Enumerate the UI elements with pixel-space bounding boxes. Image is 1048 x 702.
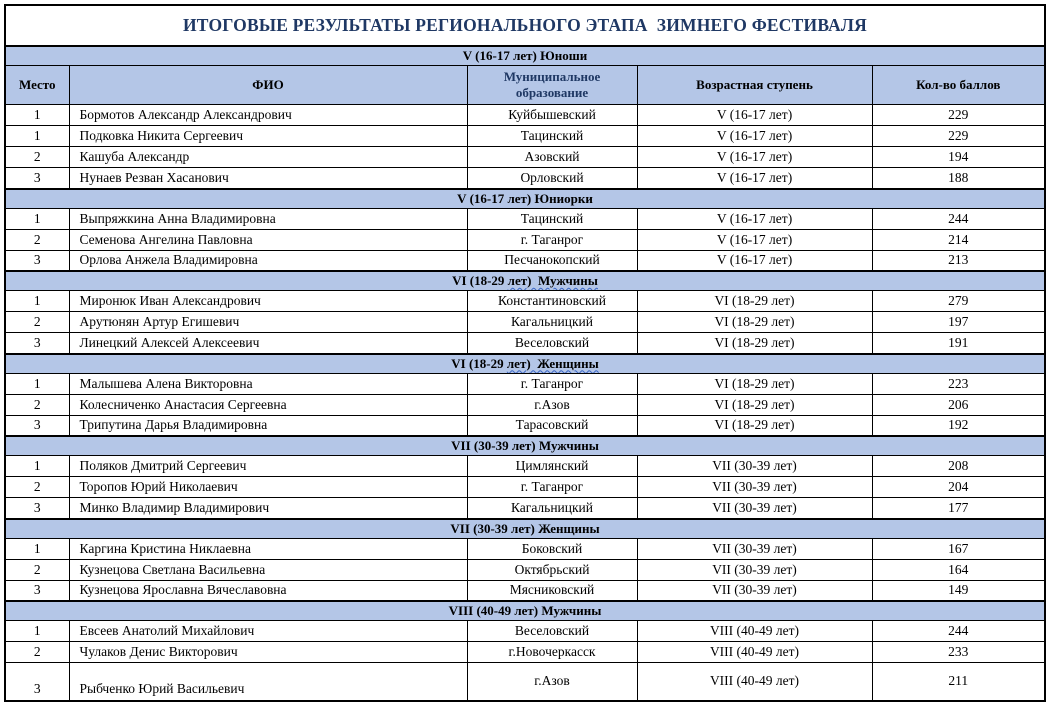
column-header-municipality: Муниципальное образование — [467, 66, 637, 105]
points-cell: 191 — [872, 333, 1045, 354]
points-cell: 188 — [872, 168, 1045, 189]
municipality-cell: Кагальницкий — [467, 498, 637, 519]
municipality-cell: г. Таганрог — [467, 229, 637, 250]
name-cell: Кузнецова Ярославна Вячеславовна — [69, 580, 467, 601]
name-cell: Бормотов Александр Александрович — [69, 105, 467, 126]
municipality-cell: Кагальницкий — [467, 312, 637, 333]
place-cell: 3 — [5, 663, 69, 701]
section-band-row — [5, 271, 1045, 291]
place-cell: 2 — [5, 229, 69, 250]
column-header-row — [5, 66, 1045, 105]
section-title: VI (18-29 лет) Мужчины — [452, 273, 598, 288]
section-title: VIII (40-49 лет) Мужчины — [448, 603, 602, 618]
section-band-row — [5, 436, 1045, 456]
place-cell: 2 — [5, 559, 69, 580]
name-cell: Миронюк Иван Александрович — [69, 291, 467, 312]
municipality-cell: Тарасовский — [467, 415, 637, 436]
municipality-cell: г.Азов — [467, 663, 637, 701]
table-row — [5, 580, 1045, 601]
age-group-cell: VII (30-39 лет) — [637, 538, 872, 559]
section-title: VII (30-39 лет) Мужчины — [451, 438, 599, 453]
table-row — [5, 105, 1045, 126]
points-cell: 244 — [872, 208, 1045, 229]
table-row — [5, 250, 1045, 271]
points-cell: 223 — [872, 373, 1045, 394]
table-row — [5, 333, 1045, 354]
name-cell: Трипутина Дарья Владимировна — [69, 415, 467, 436]
section-header-cell — [5, 519, 1045, 539]
place-cell: 3 — [5, 415, 69, 436]
name-cell: Минко Владимир Владимирович — [69, 498, 467, 519]
age-group-cell: V (16-17 лет) — [637, 208, 872, 229]
place-cell: 3 — [5, 580, 69, 601]
municipality-cell: Орловский — [467, 168, 637, 189]
name-cell: Поляков Дмитрий Сергеевич — [69, 456, 467, 477]
table-row — [5, 498, 1045, 519]
page-title: ИТОГОВЫЕ РЕЗУЛЬТАТЫ РЕГИОНАЛЬНОГО ЭТАПА ЗИМНЕГО ФЕСТИВАЛЯ — [182, 15, 868, 35]
points-cell: 244 — [872, 621, 1045, 642]
spellcheck-squiggle-text: лет) Мужчины — [507, 273, 598, 288]
results-table — [4, 4, 1046, 702]
points-cell: 214 — [872, 229, 1045, 250]
age-group-cell: VI (18-29 лет) — [637, 291, 872, 312]
section-band-row — [5, 46, 1045, 66]
municipality-cell: Песчанокопский — [467, 250, 637, 271]
municipality-cell: Цимлянский — [467, 456, 637, 477]
age-group-cell: V (16-17 лет) — [637, 126, 872, 147]
section-title: V (16-17 лет) Юноши — [462, 48, 588, 63]
table-row — [5, 559, 1045, 580]
table-row — [5, 291, 1045, 312]
name-cell: Торопов Юрий Николаевич — [69, 477, 467, 498]
age-group-cell: VII (30-39 лет) — [637, 456, 872, 477]
points-cell: 204 — [872, 477, 1045, 498]
place-cell: 3 — [5, 333, 69, 354]
municipality-cell: г.Новочеркасск — [467, 642, 637, 663]
age-group-cell: VIII (40-49 лет) — [637, 663, 872, 701]
place-cell: 2 — [5, 394, 69, 415]
section-header-cell — [5, 189, 1045, 209]
municipality-cell: Константиновский — [467, 291, 637, 312]
table-row — [5, 621, 1045, 642]
municipality-cell: Октябрьский — [467, 559, 637, 580]
place-cell: 2 — [5, 147, 69, 168]
age-group-cell: V (16-17 лет) — [637, 168, 872, 189]
name-cell: Чулаков Денис Викторович — [69, 642, 467, 663]
place-cell: 1 — [5, 126, 69, 147]
name-cell: Кашуба Александр — [69, 147, 467, 168]
place-cell: 1 — [5, 291, 69, 312]
table-row — [5, 312, 1045, 333]
place-cell: 1 — [5, 456, 69, 477]
table-row — [5, 126, 1045, 147]
age-group-cell: VI (18-29 лет) — [637, 415, 872, 436]
municipality-cell: г. Таганрог — [467, 373, 637, 394]
municipality-cell: Мясниковский — [467, 580, 637, 601]
table-row — [5, 394, 1045, 415]
municipality-cell: Веселовский — [467, 333, 637, 354]
place-cell: 1 — [5, 538, 69, 559]
section-band-row — [5, 601, 1045, 621]
name-cell: Линецкий Алексей Алексеевич — [69, 333, 467, 354]
age-group-cell: VI (18-29 лет) — [637, 312, 872, 333]
name-cell: Колесниченко Анастасия Сергеевна — [69, 394, 467, 415]
municipality-cell: Азовский — [467, 147, 637, 168]
age-group-cell: VI (18-29 лет) — [637, 373, 872, 394]
section-header-cell — [5, 354, 1045, 374]
column-header-name: ФИО — [69, 66, 467, 105]
place-cell: 1 — [5, 208, 69, 229]
table-row — [5, 538, 1045, 559]
municipality-cell: Боковский — [467, 538, 637, 559]
municipality-cell: Куйбышевский — [467, 105, 637, 126]
points-cell: 192 — [872, 415, 1045, 436]
name-cell: Выпряжкина Анна Владимировна — [69, 208, 467, 229]
points-cell: 211 — [872, 663, 1045, 701]
name-cell: Кузнецова Светлана Васильевна — [69, 559, 467, 580]
section-band-row — [5, 189, 1045, 209]
table-row — [5, 373, 1045, 394]
title-row — [5, 5, 1045, 46]
points-cell: 149 — [872, 580, 1045, 601]
table-row — [5, 415, 1045, 436]
age-group-cell: VI (18-29 лет) — [637, 394, 872, 415]
points-cell: 164 — [872, 559, 1045, 580]
table-row — [5, 642, 1045, 663]
points-cell: 194 — [872, 147, 1045, 168]
points-cell: 229 — [872, 105, 1045, 126]
place-cell: 2 — [5, 312, 69, 333]
age-group-cell: V (16-17 лет) — [637, 105, 872, 126]
place-cell: 1 — [5, 621, 69, 642]
name-cell: Евсеев Анатолий Михайлович — [69, 621, 467, 642]
age-group-cell: V (16-17 лет) — [637, 229, 872, 250]
municipality-cell: Веселовский — [467, 621, 637, 642]
place-cell: 3 — [5, 250, 69, 271]
municipality-cell: Тацинский — [467, 126, 637, 147]
municipality-cell: г. Таганрог — [467, 477, 637, 498]
name-cell: Каргина Кристина Никлаевна — [69, 538, 467, 559]
age-group-cell: V (16-17 лет) — [637, 147, 872, 168]
age-group-cell: VII (30-39 лет) — [637, 498, 872, 519]
name-cell: Арутюнян Артур Егишевич — [69, 312, 467, 333]
points-cell: 213 — [872, 250, 1045, 271]
table-row — [5, 456, 1045, 477]
name-cell: Нунаев Резван Хасанович — [69, 168, 467, 189]
age-group-cell: VIII (40-49 лет) — [637, 642, 872, 663]
age-group-cell: VII (30-39 лет) — [637, 580, 872, 601]
section-header-cell — [5, 46, 1045, 66]
document-page — [4, 4, 1044, 702]
column-header-points: Кол-во баллов — [872, 66, 1045, 105]
section-header-cell — [5, 271, 1045, 291]
section-band-row — [5, 519, 1045, 539]
points-cell: 197 — [872, 312, 1045, 333]
section-title: VI (18-29 лет) Женщины — [451, 355, 599, 371]
age-group-cell: VII (30-39 лет) — [637, 477, 872, 498]
age-group-cell: V (16-17 лет) — [637, 250, 872, 271]
section-header-cell — [5, 601, 1045, 621]
points-cell: 208 — [872, 456, 1045, 477]
name-cell: Орлова Анжела Владимировна — [69, 250, 467, 271]
spellcheck-squiggle-text: лет) Женщины — [506, 355, 599, 371]
points-cell: 167 — [872, 538, 1045, 559]
points-cell: 229 — [872, 126, 1045, 147]
column-header-age-group: Возрастная ступень — [637, 66, 872, 105]
place-cell: 3 — [5, 498, 69, 519]
points-cell: 177 — [872, 498, 1045, 519]
place-cell: 1 — [5, 105, 69, 126]
place-cell: 1 — [5, 373, 69, 394]
place-cell: 2 — [5, 477, 69, 498]
name-cell: Подковка Никита Сергеевич — [69, 126, 467, 147]
place-cell: 3 — [5, 168, 69, 189]
section-title: VII (30-39 лет) Женщины — [450, 520, 600, 536]
section-header-cell — [5, 436, 1045, 456]
name-cell: Малышева Алена Викторовна — [69, 373, 467, 394]
table-row — [5, 208, 1045, 229]
table-row — [5, 663, 1045, 701]
table-row — [5, 477, 1045, 498]
points-cell: 233 — [872, 642, 1045, 663]
municipality-cell: Тацинский — [467, 208, 637, 229]
points-cell: 206 — [872, 394, 1045, 415]
section-title: V (16-17 лет) Юниорки — [457, 190, 593, 206]
place-cell: 2 — [5, 642, 69, 663]
municipality-cell: г.Азов — [467, 394, 637, 415]
name-cell: Семенова Ангелина Павловна — [69, 229, 467, 250]
points-cell: 279 — [872, 291, 1045, 312]
column-header-place: Место — [5, 66, 69, 105]
table-row — [5, 229, 1045, 250]
age-group-cell: VIII (40-49 лет) — [637, 621, 872, 642]
table-row — [5, 147, 1045, 168]
section-band-row — [5, 354, 1045, 374]
age-group-cell: VI (18-29 лет) — [637, 333, 872, 354]
table-row — [5, 168, 1045, 189]
age-group-cell: VII (30-39 лет) — [637, 559, 872, 580]
name-cell: Рыбченко Юрий Васильевич — [69, 663, 467, 701]
